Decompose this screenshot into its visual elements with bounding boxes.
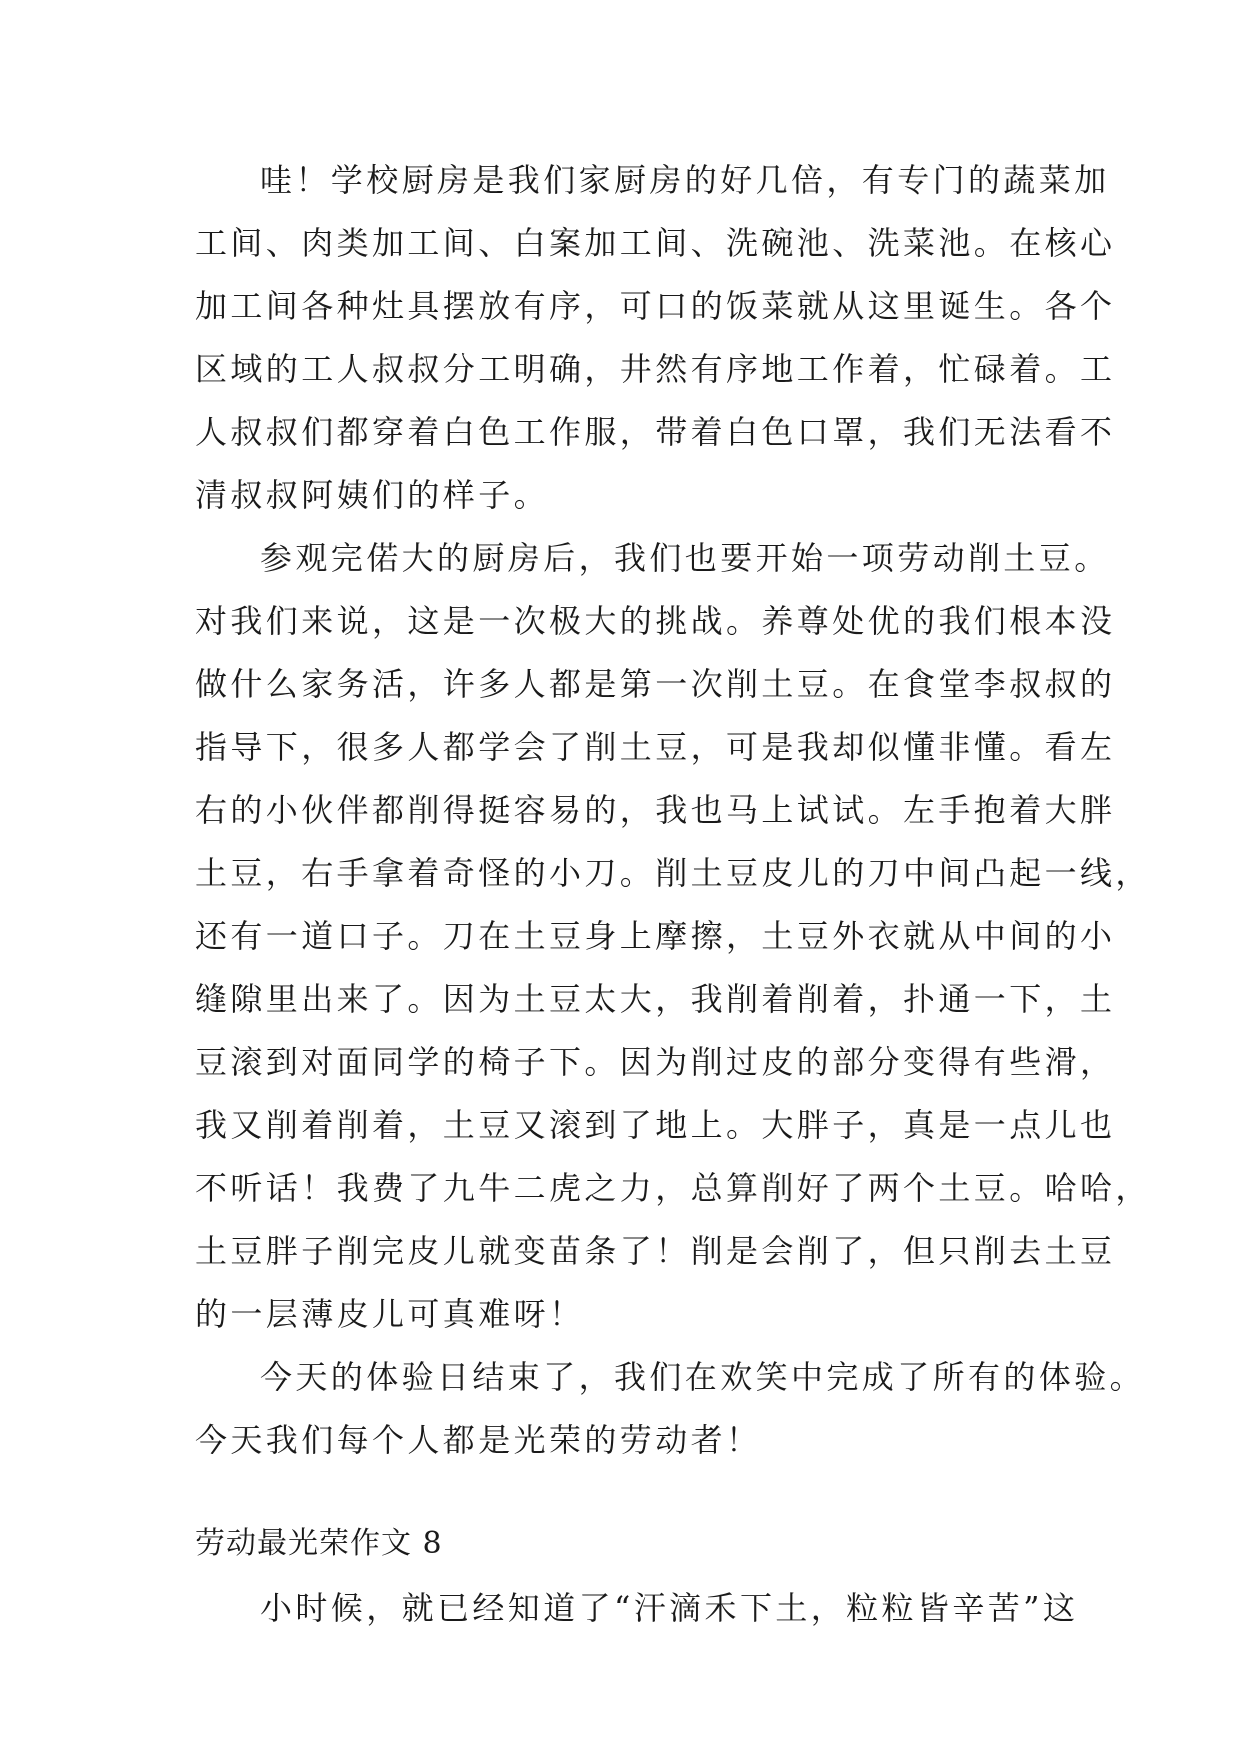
paragraph-2-line-2: 对我们来说，这是一次极大的挑战。养尊处优的我们根本没 — [195, 602, 1116, 640]
paragraph-2-line-9: 豆滚到对面同学的椅子下。因为削过皮的部分变得有些滑， — [195, 1043, 1116, 1081]
paragraph-1-line-3: 加工间各种灶具摆放有序，可口的饭菜就从这里诞生。各个 — [195, 287, 1116, 325]
paragraph-4-line-1: 小时候，就已经知道了“汗滴禾下土，粒粒皆辛苦”这 — [260, 1589, 1079, 1627]
paragraph-2-line-5: 右的小伙伴都削得挺容易的，我也马上试试。左手抱着大胖 — [195, 791, 1116, 829]
paragraph-2-line-11: 不听话！我费了九牛二虎之力，总算削好了两个土豆。哈哈， — [195, 1169, 1151, 1207]
paragraph-2-line-3: 做什么家务活，许多人都是第一次削土豆。在食堂李叔叔的 — [195, 665, 1116, 703]
paragraph-2-line-8: 缝隙里出来了。因为土豆太大，我削着削着，扑通一下，土 — [195, 980, 1116, 1018]
paragraph-1-line-4: 区域的工人叔叔分工明确，井然有序地工作着，忙碌着。工 — [195, 350, 1116, 388]
paragraph-2-line-10: 我又削着削着，土豆又滚到了地上。大胖子，真是一点儿也 — [195, 1106, 1116, 1144]
paragraph-3-line-2: 今天我们每个人都是光荣的劳动者！ — [195, 1421, 762, 1459]
essay-heading: 劳动最光荣作文 8 — [195, 1526, 443, 1561]
paragraph-1-line-5: 人叔叔们都穿着白色工作服，带着白色口罩，我们无法看不 — [195, 413, 1116, 451]
paragraph-1-line-6: 清叔叔阿姨们的样子。 — [195, 476, 550, 514]
paragraph-3-line-1: 今天的体验日结束了，我们在欢笑中完成了所有的体验。 — [260, 1358, 1146, 1396]
paragraph-1-line-2: 工间、肉类加工间、白案加工间、洗碗池、洗菜池。在核心 — [195, 224, 1116, 262]
paragraph-2-line-7: 还有一道口子。刀在土豆身上摩擦，土豆外衣就从中间的小 — [195, 917, 1116, 955]
paragraph-2-line-13: 的一层薄皮儿可真难呀！ — [195, 1295, 585, 1333]
paragraph-2-line-1: 参观完偌大的厨房后，我们也要开始一项劳动削土豆。 — [260, 539, 1110, 577]
paragraph-2-line-6: 土豆，右手拿着奇怪的小刀。削土豆皮儿的刀中间凸起一线， — [195, 854, 1151, 892]
paragraph-2-line-12: 土豆胖子削完皮儿就变苗条了！削是会削了，但只削去土豆 — [195, 1232, 1116, 1270]
paragraph-1-line-1: 哇！学校厨房是我们家厨房的好几倍，有专门的蔬菜加 — [260, 161, 1110, 199]
paragraph-2-line-4: 指导下，很多人都学会了削土豆，可是我却似懂非懂。看左 — [195, 728, 1116, 766]
